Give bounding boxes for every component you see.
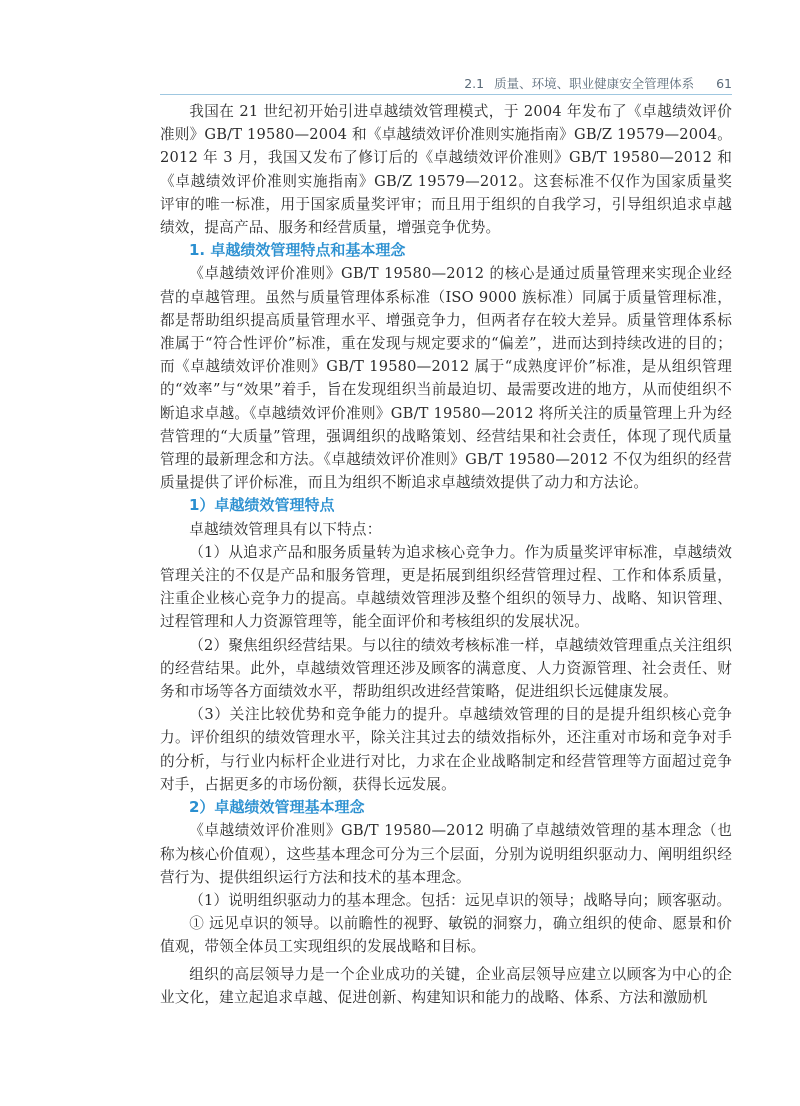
paragraph-feature-2: （2）聚焦组织经营结果。与以往的绩效考核标准一样，卓越绩效管理重点关注组织的经营结果。此外，卓越绩效管理还涉及顾客的满意度、人力资源管理、社会责任、财务和市场等各方面绩效水平，帮助组织改进经营策略，促进组织长远健康发展。 — [160, 636, 732, 701]
paragraph-driver: （1）说明组织驱动力的基本理念。包括：远见卓识的领导；战略导向；顾客驱动。 — [189, 891, 732, 909]
paragraph-feature-3: （3）关注比较优势和竞争能力的提升。卓越绩效管理的目的是提升组织核心竞争力。评价组织的绩效管理水平，除关注其过去的绩效指标外，还注重对市场和竞争对手的分析，与行业内标杆企业进行对比，力求在企业战略制定和经营管理等方面超过竞争对手，占据更多的市场份额，获得长远发展。 — [160, 706, 732, 793]
paragraph-intro: 我国在 21 世纪初开始引进卓越绩效管理模式，于 2004 年发布了《卓越绩效评价准则》GB/T 19580—2004 和《卓越绩效评价准则实施指南》GB/Z 19579—2004。2012 年 3 月，我国又发布了修订后的《卓越绩效评价准则》GB/T 19580—2012 和《卓越绩效评价准则实施指南》GB/Z 19579—2012。这套标准不仅作为国家质量奖评审的唯一标准，用于国家质量奖评审；而且用于组织的自我学习，引导组织追求卓越绩效，提高产品、服务和经营质量，增强竞争优势。 — [160, 103, 732, 237]
heading-concepts: 2）卓越绩效管理基本理念 — [189, 798, 365, 817]
paragraph-leadership-detail: 组织的高层领导力是一个企业成功的关键，企业高层领导应建立以顾客为中心的企业文化，建立起追求卓越、促进创新、构建知识和能力的战略、体系、方法和激励机 — [160, 965, 732, 1006]
running-header — [160, 72, 732, 95]
page-number: 61 — [716, 76, 732, 91]
page-body — [160, 100, 732, 1009]
paragraph-leadership: ① 远见卓识的领导。以前瞻性的视野、敏锐的洞察力，确立组织的使命、愿景和价值观，带领全体员工实现组织的发展战略和目标。 — [160, 915, 732, 956]
header-section-title: 质量、环境、职业健康安全管理体系 — [494, 76, 695, 91]
heading-features: 1）卓越绩效管理特点 — [189, 496, 335, 515]
paragraph-concepts: 《卓越绩效评价准则》GB/T 19580—2012 明确了卓越绩效管理的基本理念（也称为核心价值观），这些基本理念可分为三个层面，分别为说明组织驱动力、阐明组织经营行为、提供组织运行方法和技术的基本理念。 — [160, 822, 732, 886]
header-section-number: 2.1 — [464, 76, 485, 91]
paragraph-core: 《卓越绩效评价准则》GB/T 19580—2012 的核心是通过质量管理来实现企业经营的卓越管理。虽然与质量管理体系标准（ISO 9000 族标准）同属于质量管理标准，都是帮助组织提高质量管理水平、增强竞争力，但两者存在较大差异。质量管理体系标准属于“符合性评价”标准，重在发现与规定要求的“偏差”，进而达到持续改进的目的；而《卓越绩效评价准则》GB/T 19580—2012 属于“成熟度评价”标准，是从组织管理的“效率”与“效果”着手，旨在发现组织当前最迫切、最需要改进的地方，从而使组织不断追求卓越。《卓越绩效评价准则》GB/T 19580—2012 将所关注的质量管理上升为经营管理的“大质量”管理，强调组织的战略策划、经营结果和社会责任，体现了现代质量管理的最新理念和方法。《卓越绩效评价准则》GB/T 19580—2012 不仅为组织的经营质量提供了评价标准，而且为组织不断追求卓越绩效提供了动力和方法论。 — [160, 265, 732, 492]
header-text — [464, 74, 732, 92]
heading-section-1: 1. 卓越绩效管理特点和基本理念 — [189, 241, 406, 260]
paragraph-feature-1: （1）从追求产品和服务质量转为追求核心竞争力。作为质量奖评审标准，卓越绩效管理关注的不仅是产品和服务管理，更是拓展到组织经营管理过程、工作和体系质量，注重企业核心竞争力的提高。卓越绩效管理涉及整个组织的领导力、战略、知识管理、过程管理和人力资源管理等，能全面评价和考核组织的发展状况。 — [160, 543, 732, 631]
paragraph-features-lead: 卓越绩效管理具有以下特点： — [189, 520, 382, 538]
